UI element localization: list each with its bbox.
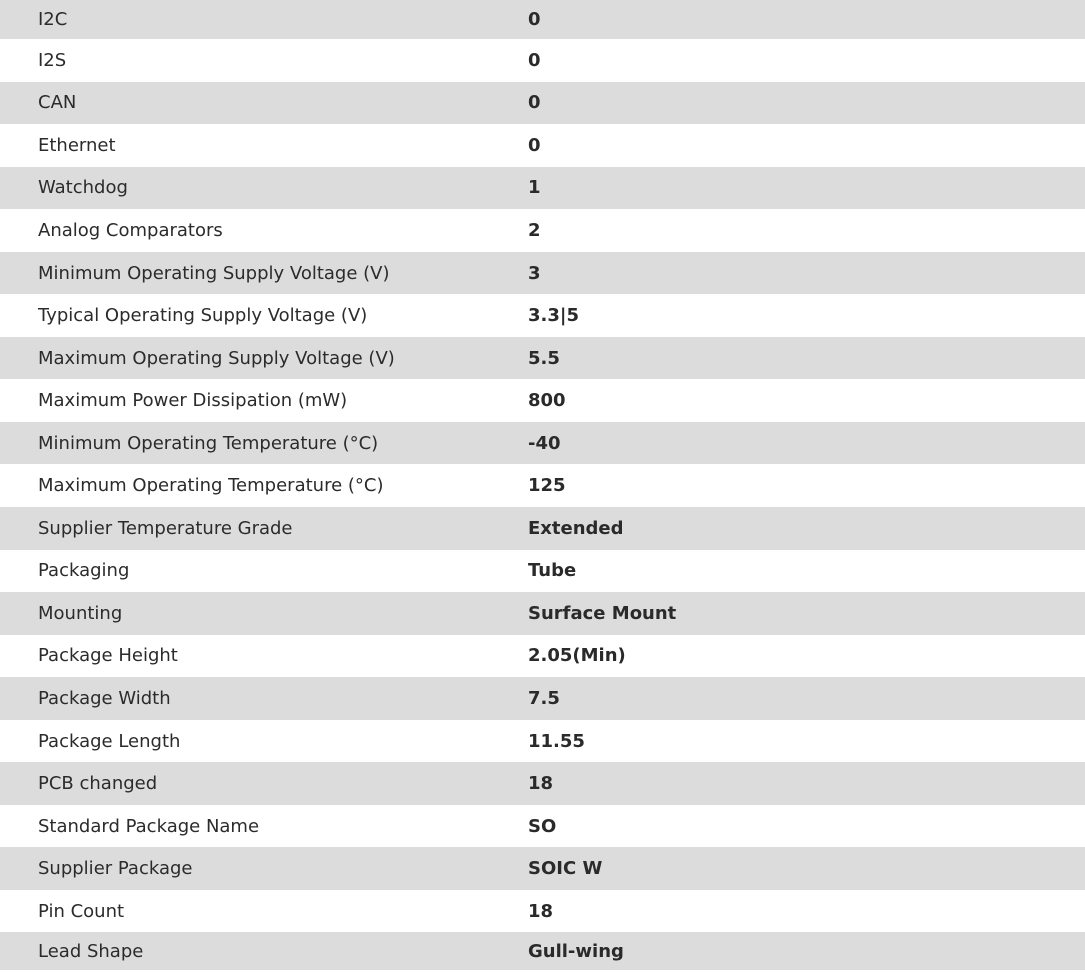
spec-label: Maximum Operating Supply Voltage (V) bbox=[0, 337, 528, 380]
spec-value: 18 bbox=[528, 762, 1085, 805]
spec-label: Watchdog bbox=[0, 167, 528, 210]
spec-row-min-temp bbox=[0, 422, 1085, 465]
spec-value: Gull-wing bbox=[528, 932, 1085, 970]
spec-label: Minimum Operating Supply Voltage (V) bbox=[0, 252, 528, 295]
spec-row-watchdog bbox=[0, 167, 1085, 210]
spec-value: SO bbox=[528, 805, 1085, 848]
spec-row-analog-comparators bbox=[0, 209, 1085, 252]
spec-value: 5.5 bbox=[528, 337, 1085, 380]
spec-value: 3 bbox=[528, 252, 1085, 295]
spec-row-package-height bbox=[0, 635, 1085, 678]
spec-row-package-width bbox=[0, 677, 1085, 720]
spec-value: 800 bbox=[528, 379, 1085, 422]
spec-value: SOIC W bbox=[528, 847, 1085, 890]
spec-row-min-supply-voltage bbox=[0, 252, 1085, 295]
spec-row-typ-supply-voltage bbox=[0, 294, 1085, 337]
spec-label: Standard Package Name bbox=[0, 805, 528, 848]
spec-row-pin-count bbox=[0, 890, 1085, 933]
spec-label: Package Height bbox=[0, 635, 528, 678]
spec-label: Typical Operating Supply Voltage (V) bbox=[0, 294, 528, 337]
spec-value: 2 bbox=[528, 209, 1085, 252]
spec-row-max-power-dissipation bbox=[0, 379, 1085, 422]
spec-label: Maximum Power Dissipation (mW) bbox=[0, 379, 528, 422]
spec-value: 7.5 bbox=[528, 677, 1085, 720]
spec-row-i2c bbox=[0, 0, 1085, 39]
spec-row-temp-grade bbox=[0, 507, 1085, 550]
spec-value: 2.05(Min) bbox=[528, 635, 1085, 678]
spec-label: PCB changed bbox=[0, 762, 528, 805]
spec-value: 11.55 bbox=[528, 720, 1085, 763]
spec-label: Package Width bbox=[0, 677, 528, 720]
spec-label: CAN bbox=[0, 82, 528, 125]
spec-row-package-length bbox=[0, 720, 1085, 763]
spec-value: 1 bbox=[528, 167, 1085, 210]
spec-label: Supplier Package bbox=[0, 847, 528, 890]
spec-row-supplier-package bbox=[0, 847, 1085, 890]
spec-label: Supplier Temperature Grade bbox=[0, 507, 528, 550]
spec-label: Package Length bbox=[0, 720, 528, 763]
spec-label: Lead Shape bbox=[0, 932, 528, 970]
spec-label: Minimum Operating Temperature (°C) bbox=[0, 422, 528, 465]
spec-row-standard-package-name bbox=[0, 805, 1085, 848]
spec-value: 0 bbox=[528, 82, 1085, 125]
spec-row-max-supply-voltage bbox=[0, 337, 1085, 380]
spec-label: Ethernet bbox=[0, 124, 528, 167]
spec-value: Surface Mount bbox=[528, 592, 1085, 635]
spec-value: 3.3|5 bbox=[528, 294, 1085, 337]
spec-row-packaging bbox=[0, 550, 1085, 593]
spec-label: Packaging bbox=[0, 550, 528, 593]
spec-row-i2s bbox=[0, 39, 1085, 82]
spec-label: Maximum Operating Temperature (°C) bbox=[0, 464, 528, 507]
spec-value: 0 bbox=[528, 124, 1085, 167]
spec-row-can bbox=[0, 82, 1085, 125]
spec-value: 18 bbox=[528, 890, 1085, 933]
spec-row-ethernet bbox=[0, 124, 1085, 167]
spec-row-lead-shape bbox=[0, 932, 1085, 970]
spec-label: Mounting bbox=[0, 592, 528, 635]
spec-value: Tube bbox=[528, 550, 1085, 593]
spec-label: I2C bbox=[0, 0, 528, 39]
spec-value: Extended bbox=[528, 507, 1085, 550]
spec-row-mounting bbox=[0, 592, 1085, 635]
spec-value: 125 bbox=[528, 464, 1085, 507]
spec-label: I2S bbox=[0, 39, 528, 82]
spec-value: -40 bbox=[528, 422, 1085, 465]
spec-label: Analog Comparators bbox=[0, 209, 528, 252]
spec-value: 0 bbox=[528, 39, 1085, 82]
spec-value: 0 bbox=[528, 0, 1085, 39]
spec-row-pcb-changed bbox=[0, 762, 1085, 805]
spec-row-max-temp bbox=[0, 464, 1085, 507]
spec-label: Pin Count bbox=[0, 890, 528, 933]
